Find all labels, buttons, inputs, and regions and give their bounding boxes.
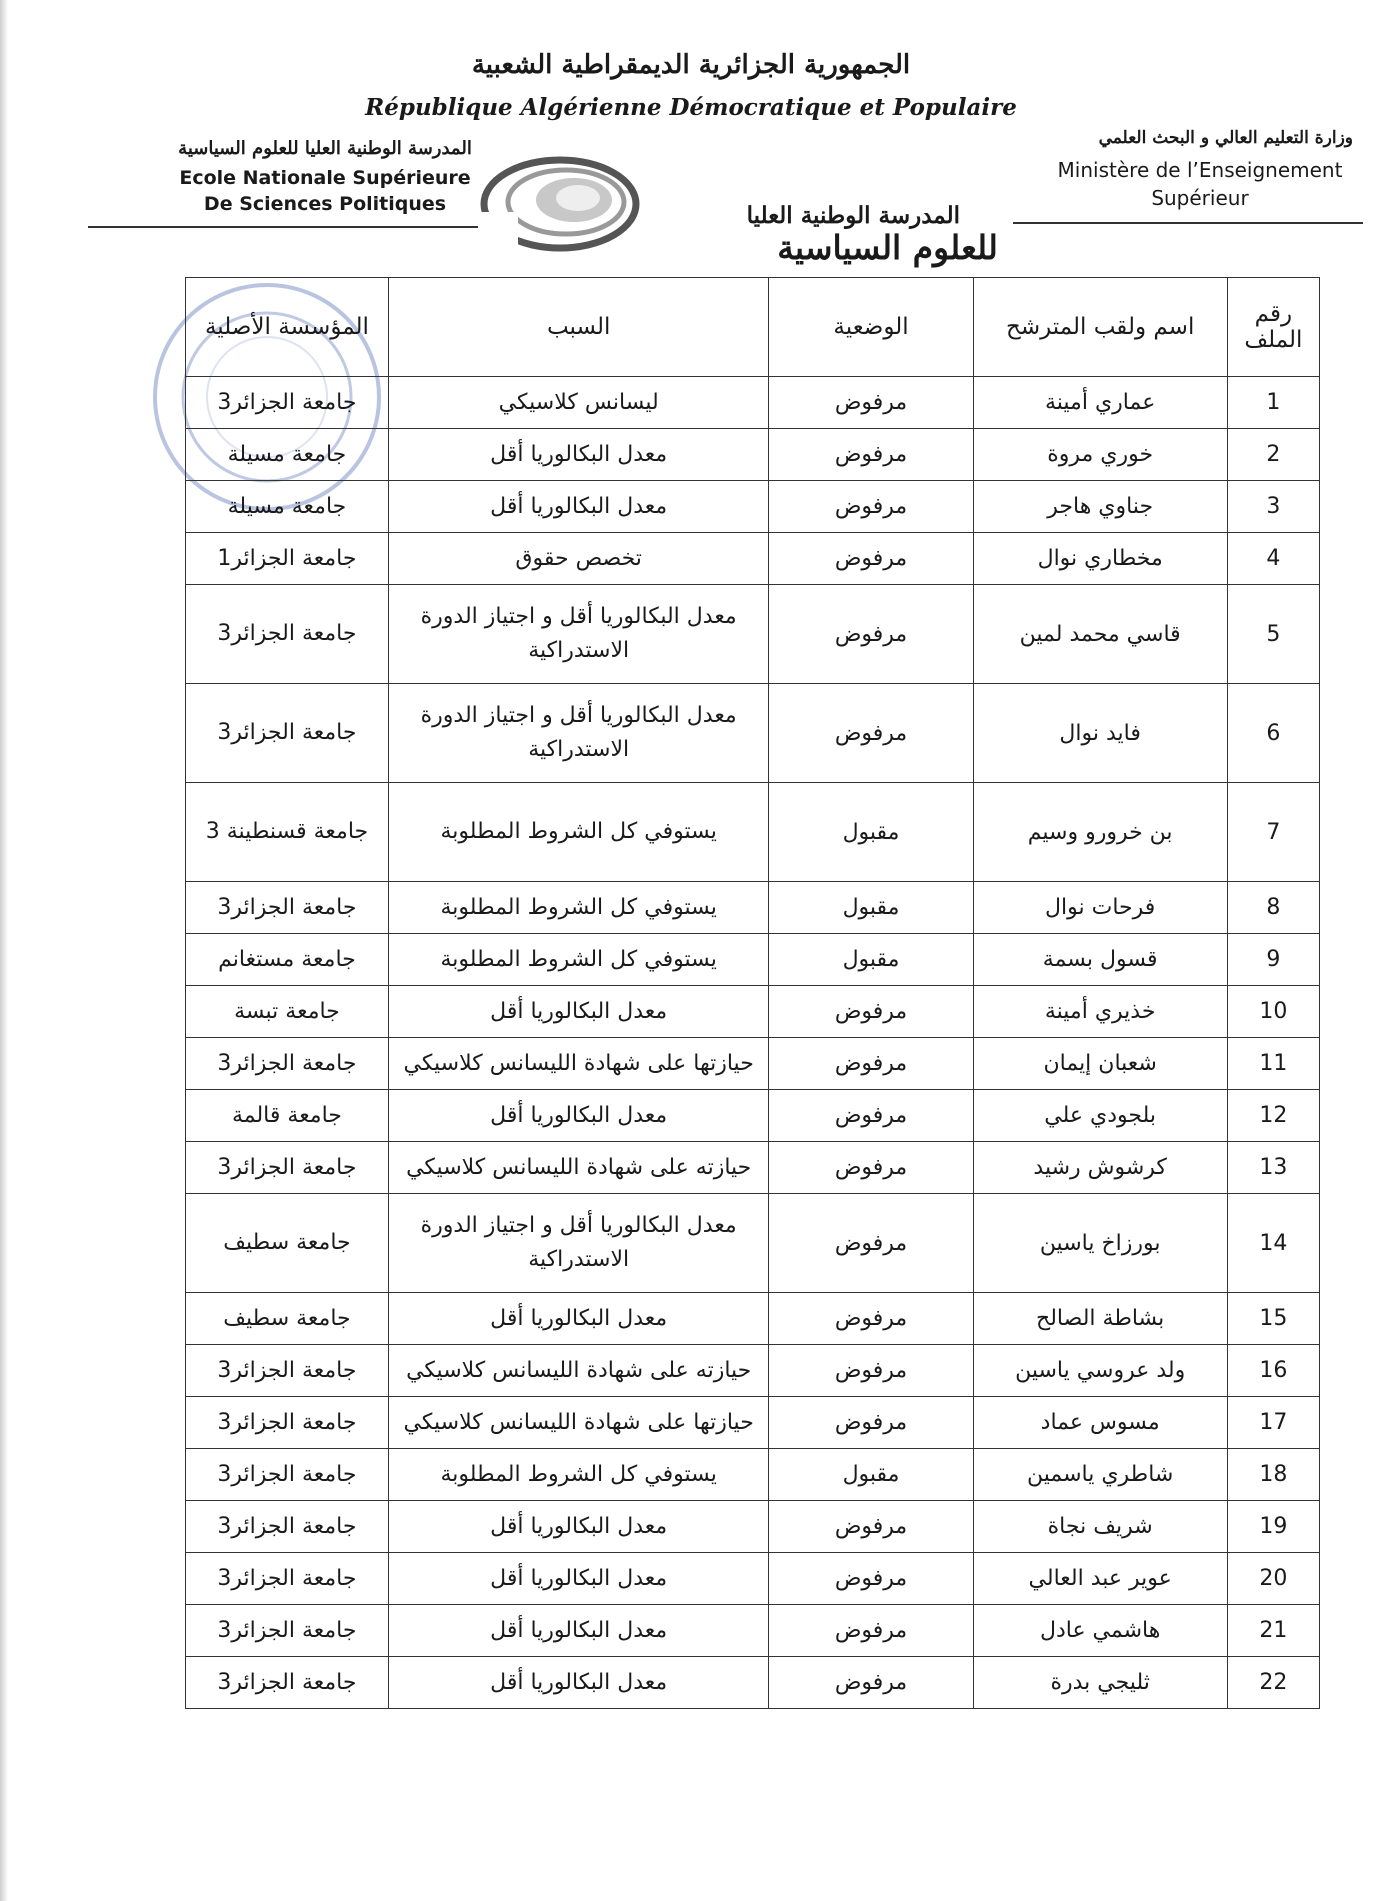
cell-number: 6 (1227, 684, 1319, 783)
cell-reason: يستوفي كل الشروط المطلوبة (388, 1449, 769, 1501)
cell-number: 12 (1227, 1090, 1319, 1142)
cell-reason: معدل البكالوريا أقل (388, 986, 769, 1038)
school-name-french-line1: Ecole Nationale Supérieure (179, 167, 471, 189)
table-row (186, 1501, 1320, 1553)
cell-status: مرفوض (769, 986, 973, 1038)
cell-status: مقبول (769, 783, 973, 882)
cell-status: مقبول (769, 882, 973, 934)
table-row (186, 684, 1320, 783)
header-candidate-name: اسم ولقب المترشح (973, 278, 1227, 377)
cell-name: بشاطة الصالح (973, 1293, 1227, 1345)
table-row (186, 1449, 1320, 1501)
ministry-name-french-line1: Ministère de l’Enseignement (1057, 158, 1343, 182)
cell-name: جناوي هاجر (973, 481, 1227, 533)
cell-number: 19 (1227, 1501, 1319, 1553)
cell-reason: معدل البكالوريا أقل (388, 429, 769, 481)
cell-number: 16 (1227, 1345, 1319, 1397)
cell-institution: جامعة الجزائر3 (186, 1605, 389, 1657)
cell-name: شعبان إيمان (973, 1038, 1227, 1090)
header-reason: السبب (388, 278, 769, 377)
cell-status: مرفوض (769, 1397, 973, 1449)
cell-status: مرفوض (769, 684, 973, 783)
cell-number: 17 (1227, 1397, 1319, 1449)
cell-status: مقبول (769, 1449, 973, 1501)
cell-number: 3 (1227, 481, 1319, 533)
cell-reason: يستوفي كل الشروط المطلوبة (388, 934, 769, 986)
cell-reason: حيازته على شهادة الليسانس كلاسيكي (388, 1345, 769, 1397)
cell-institution: جامعة الجزائر3 (186, 1449, 389, 1501)
school-logo (478, 150, 998, 265)
cell-reason: معدل البكالوريا أقل (388, 481, 769, 533)
cell-reason: معدل البكالوريا أقل (388, 1501, 769, 1553)
cell-institution: جامعة سطيف (186, 1293, 389, 1345)
cell-institution: جامعة الجزائر3 (186, 1501, 389, 1553)
cell-reason: ليسانس كلاسيكي (388, 377, 769, 429)
school-name-french-line2: De Sciences Politiques (203, 193, 447, 215)
cell-status: مرفوض (769, 377, 973, 429)
cell-reason: معدل البكالوريا أقل و اجتياز الدورة الاستدراكية (388, 684, 769, 783)
table-row (186, 1142, 1320, 1194)
table-row (186, 429, 1320, 481)
cell-reason: يستوفي كل الشروط المطلوبة (388, 783, 769, 882)
cell-number: 4 (1227, 533, 1319, 585)
cell-reason: معدل البكالوريا أقل (388, 1293, 769, 1345)
table-row (186, 481, 1320, 533)
school-divider (88, 226, 503, 228)
cell-institution: جامعة الجزائر3 (186, 1657, 389, 1709)
cell-status: مرفوض (769, 1038, 973, 1090)
cell-number: 8 (1227, 882, 1319, 934)
cell-status: مرفوض (769, 1293, 973, 1345)
table-row (186, 882, 1320, 934)
cell-status: مرفوض (769, 533, 973, 585)
cell-institution: جامعة تبسة (186, 986, 389, 1038)
republic-title-arabic: الجمهورية الجزائرية الديمقراطية الشعبية (471, 50, 911, 80)
cell-reason: معدل البكالوريا أقل (388, 1657, 769, 1709)
cell-name: ولد عروسي ياسين (973, 1345, 1227, 1397)
cell-number: 11 (1227, 1038, 1319, 1090)
cell-number: 14 (1227, 1194, 1319, 1293)
cell-number: 13 (1227, 1142, 1319, 1194)
cell-status: مرفوض (769, 585, 973, 684)
cell-reason: معدل البكالوريا أقل و اجتياز الدورة الاستدراكية (388, 585, 769, 684)
table-row (186, 377, 1320, 429)
table-row (186, 1194, 1320, 1293)
header-status: الوضعية (769, 278, 973, 377)
table-header-row (186, 278, 1320, 377)
ministry-name-arabic: وزارة التعليم العالي و البحث العلمي (1098, 128, 1353, 148)
cell-reason: معدل البكالوريا أقل (388, 1605, 769, 1657)
table-row (186, 1038, 1320, 1090)
school-name-french (150, 165, 500, 217)
cell-name: شريف نجاة (973, 1501, 1227, 1553)
cell-number: 1 (1227, 377, 1319, 429)
cell-name: خذيري أمينة (973, 986, 1227, 1038)
cell-status: مرفوض (769, 1345, 973, 1397)
cell-number: 7 (1227, 783, 1319, 882)
cell-number: 20 (1227, 1553, 1319, 1605)
cell-institution: جامعة قسنطينة 3 (186, 783, 389, 882)
table-row (186, 533, 1320, 585)
cell-institution: جامعة الجزائر3 (186, 585, 389, 684)
cell-name: قسول بسمة (973, 934, 1227, 986)
school-name-arabic: المدرسة الوطنية العليا للعلوم السياسية (178, 138, 472, 159)
table-row (186, 1397, 1320, 1449)
cell-institution: جامعة الجزائر3 (186, 1142, 389, 1194)
ministry-header (1035, 128, 1365, 212)
cell-name: بن خرورو وسيم (973, 783, 1227, 882)
cell-number: 18 (1227, 1449, 1319, 1501)
table-row (186, 1657, 1320, 1709)
cell-institution: جامعة الجزائر3 (186, 1345, 389, 1397)
cell-name: كرشوش رشيد (973, 1142, 1227, 1194)
cell-reason: معدل البكالوريا أقل (388, 1090, 769, 1142)
cell-reason: معدل البكالوريا أقل (388, 1553, 769, 1605)
table-row (186, 783, 1320, 882)
header-origin-institution: المؤسسة الأصلية (186, 278, 389, 377)
cell-name: عوير عبد العالي (973, 1553, 1227, 1605)
cell-institution: جامعة الجزائر3 (186, 882, 389, 934)
cell-institution: جامعة الجزائر3 (186, 1038, 389, 1090)
cell-reason: يستوفي كل الشروط المطلوبة (388, 882, 769, 934)
logo-text-line2: للعلوم السياسية (777, 228, 998, 267)
cell-institution: جامعة مستغانم (186, 934, 389, 986)
cell-name: بلجودي علي (973, 1090, 1227, 1142)
cell-institution: جامعة قالمة (186, 1090, 389, 1142)
cell-institution: جامعة الجزائر3 (186, 1553, 389, 1605)
cell-number: 5 (1227, 585, 1319, 684)
cell-number: 21 (1227, 1605, 1319, 1657)
cell-name: مسوس عماد (973, 1397, 1227, 1449)
cell-institution: جامعة الجزائر3 (186, 1397, 389, 1449)
cell-status: مقبول (769, 934, 973, 986)
cell-name: عماري أمينة (973, 377, 1227, 429)
cell-reason: حيازتها على شهادة الليسانس كلاسيكي (388, 1397, 769, 1449)
cell-status: مرفوض (769, 1657, 973, 1709)
table-row (186, 934, 1320, 986)
cell-name: مخطاري نوال (973, 533, 1227, 585)
cell-status: مرفوض (769, 1501, 973, 1553)
scan-edge-shadow (0, 0, 8, 1901)
republic-title-french: République Algérienne Démocratique et Populaire (365, 94, 1017, 121)
cell-status: مرفوض (769, 1605, 973, 1657)
cell-reason: حيازتها على شهادة الليسانس كلاسيكي (388, 1038, 769, 1090)
table-row (186, 1090, 1320, 1142)
cell-number: 22 (1227, 1657, 1319, 1709)
cell-number: 15 (1227, 1293, 1319, 1345)
logo-text-line1: المدرسة الوطنية العليا (746, 202, 960, 229)
cell-institution: جامعة مسيلة (186, 481, 389, 533)
table-row (186, 1345, 1320, 1397)
table-row (186, 1605, 1320, 1657)
cell-name: فرحات نوال (973, 882, 1227, 934)
table-row (186, 585, 1320, 684)
cell-name: خوري مروة (973, 429, 1227, 481)
school-header (150, 138, 500, 217)
cell-name: فايد نوال (973, 684, 1227, 783)
cell-reason: حيازته على شهادة الليسانس كلاسيكي (388, 1142, 769, 1194)
cell-status: مرفوض (769, 1090, 973, 1142)
ministry-divider (1013, 222, 1363, 224)
cell-number: 9 (1227, 934, 1319, 986)
cell-reason: معدل البكالوريا أقل و اجتياز الدورة الاستدراكية (388, 1194, 769, 1293)
cell-number: 10 (1227, 986, 1319, 1038)
ministry-name-french-line2: Supérieur (1151, 186, 1249, 210)
cell-institution: جامعة الجزائر1 (186, 533, 389, 585)
cell-status: مرفوض (769, 1194, 973, 1293)
table-row (186, 1293, 1320, 1345)
cell-institution: جامعة سطيف (186, 1194, 389, 1293)
cell-status: مرفوض (769, 429, 973, 481)
cell-name: قاسي محمد لمين (973, 585, 1227, 684)
cell-institution: جامعة مسيلة (186, 429, 389, 481)
cell-institution: جامعة الجزائر3 (186, 377, 389, 429)
cell-name: بورزاخ ياسين (973, 1194, 1227, 1293)
cell-name: ثليجي بدرة (973, 1657, 1227, 1709)
cell-status: مرفوض (769, 1142, 973, 1194)
cell-name: شاطري ياسمين (973, 1449, 1227, 1501)
cell-reason: تخصص حقوق (388, 533, 769, 585)
logo-swoosh-icon (478, 150, 658, 265)
header-file-number: رقم الملف (1227, 278, 1319, 377)
cell-status: مرفوض (769, 481, 973, 533)
table-row (186, 1553, 1320, 1605)
cell-name: هاشمي عادل (973, 1605, 1227, 1657)
cell-status: مرفوض (769, 1553, 973, 1605)
cell-institution: جامعة الجزائر3 (186, 684, 389, 783)
ministry-name-french (1035, 156, 1365, 212)
cell-number: 2 (1227, 429, 1319, 481)
table-row (186, 986, 1320, 1038)
candidates-table (185, 277, 1320, 1709)
